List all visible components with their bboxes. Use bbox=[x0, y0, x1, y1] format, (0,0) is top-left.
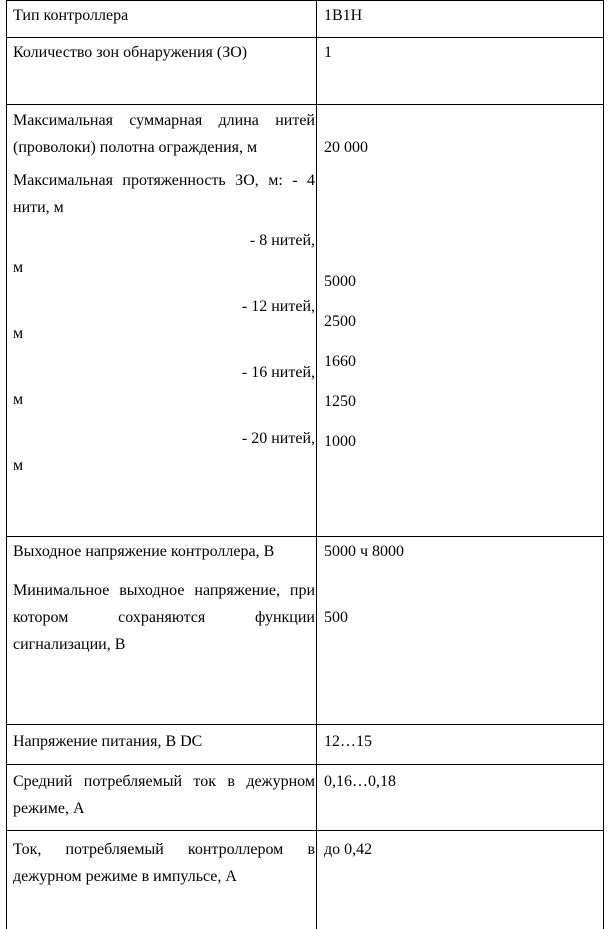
row-divider bbox=[6, 536, 604, 537]
sub-label: - 12 нитей, bbox=[241, 298, 315, 315]
param-label: Тип контроллера bbox=[13, 7, 129, 24]
table-row bbox=[13, 728, 315, 755]
row-divider bbox=[6, 764, 604, 765]
table-row bbox=[13, 39, 315, 66]
table-row bbox=[13, 2, 315, 29]
column-divider bbox=[316, 0, 317, 929]
param-value: 1660 bbox=[324, 353, 356, 370]
param-value: 1 bbox=[324, 44, 332, 61]
row-divider bbox=[6, 724, 604, 725]
param-label: Количество зон обнаружения (ЗО) bbox=[13, 44, 248, 61]
param-value: 1В1Н bbox=[324, 7, 363, 24]
param-value: 0,16…0,18 bbox=[324, 773, 396, 790]
param-label: Ток, потребляемый контроллером в дежурном режиме в импульсе, А bbox=[13, 841, 315, 885]
table-row bbox=[324, 2, 594, 29]
param-value: 20 000 bbox=[324, 139, 368, 156]
table-row bbox=[13, 836, 315, 890]
table-row bbox=[13, 107, 315, 479]
param-label: Минимальное выходное напряжение, при котором сохраняются функции сигнализации, В bbox=[13, 582, 315, 653]
param-label: Максимальная протяженность ЗО, м: - 4 нити, м bbox=[13, 172, 315, 216]
param-label: Выходное напряжение контроллера, В bbox=[13, 543, 275, 560]
sub-label: - 16 нитей, bbox=[241, 364, 315, 381]
table-row bbox=[13, 768, 315, 822]
param-value: 12…15 bbox=[324, 733, 372, 750]
param-label: Напряжение питания, В DC bbox=[13, 733, 203, 750]
row-divider bbox=[6, 830, 604, 831]
table-border bbox=[603, 0, 604, 929]
param-label: Максимальная суммарная длина нитей (проволоки) полотна ограждения, м bbox=[13, 112, 315, 156]
unit-label: м bbox=[13, 259, 24, 276]
param-value: 2500 bbox=[324, 313, 356, 330]
sub-label: - 8 нитей, bbox=[249, 232, 315, 249]
param-value: 1250 bbox=[324, 393, 356, 410]
row-divider bbox=[6, 37, 604, 38]
sub-label: - 20 нитей, bbox=[241, 430, 315, 447]
param-value: до 0,42 bbox=[324, 841, 373, 858]
table-border bbox=[6, 0, 7, 929]
param-value: 500 bbox=[324, 609, 348, 626]
unit-label: м bbox=[13, 391, 24, 408]
unit-label: м bbox=[13, 325, 24, 342]
table-row bbox=[13, 538, 315, 658]
param-value: 5000 ч 8000 bbox=[324, 543, 405, 560]
param-value: 5000 bbox=[324, 273, 356, 290]
param-label: Средний потребляемый ток в дежурном режиме, А bbox=[13, 773, 315, 817]
unit-label: м bbox=[13, 457, 24, 474]
table-border bbox=[6, 0, 604, 1]
param-value: 1000 bbox=[324, 433, 356, 450]
row-divider bbox=[6, 104, 604, 105]
table-row bbox=[324, 39, 594, 66]
